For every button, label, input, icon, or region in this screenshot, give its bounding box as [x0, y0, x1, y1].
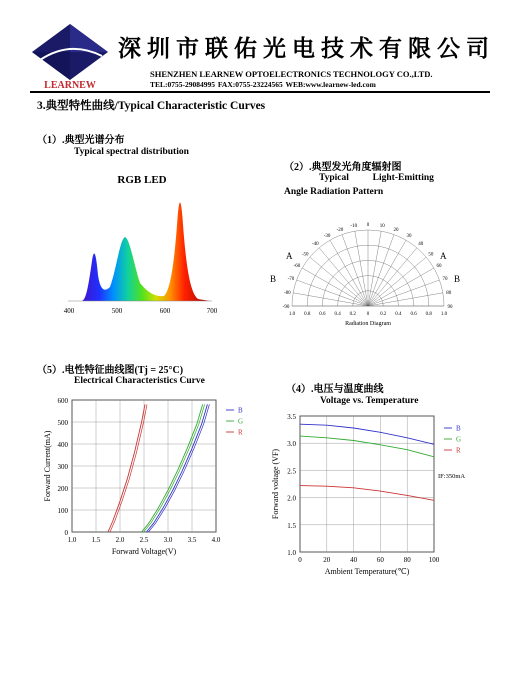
polar-angle-label: -70: [287, 276, 295, 282]
temperature-chart: [270, 408, 484, 583]
x-tick-label: 100: [428, 556, 440, 564]
polar-angle-label: 0: [366, 223, 370, 228]
label-a-left: A: [286, 251, 293, 261]
y-tick-label: 3.5: [287, 413, 296, 421]
learnew-logo: [30, 22, 110, 90]
polar-radius-tick: 0.6: [410, 312, 417, 317]
y-tick-label: 2.5: [287, 467, 296, 476]
spectral-chart: [60, 165, 225, 317]
polar-radius-tick: 0.2: [380, 312, 387, 317]
polar-radius-tick: 0.2: [349, 312, 356, 317]
series-line-r: [108, 404, 145, 532]
polar-angle-label: -40: [311, 242, 319, 248]
x-tick-label: 20: [323, 556, 331, 564]
y-tick-label: 600: [57, 397, 68, 405]
label-a-right: A: [440, 251, 447, 261]
legend-label: G: [456, 435, 462, 444]
polar-angle-label: 90: [447, 305, 453, 310]
spectral-chart-title: RGB LED: [117, 174, 167, 186]
polar-angle-label: 30: [406, 233, 412, 239]
polar-angle-label: -50: [301, 252, 309, 258]
radiation-heading: （2）.典型发光角度辐射图: [284, 162, 402, 173]
y-tick-label: 0: [64, 529, 68, 537]
x-tick-label: 1.0: [67, 536, 77, 544]
legend-label: R: [456, 446, 461, 455]
section-title: 3.典型特性曲线/Typical Characteristic Curves: [37, 100, 266, 112]
y-tick-label: 1.0: [287, 549, 296, 557]
x-tick-label: 1.5: [91, 536, 101, 544]
x-tick-label: 2.5: [139, 536, 149, 544]
polar-radius-tick: 0.4: [334, 312, 341, 317]
y-tick-label: 2.0: [287, 494, 296, 503]
x-tick-label: 3.0: [163, 536, 173, 544]
y-tick-label: 200: [57, 485, 68, 493]
polar-angle-label: -20: [336, 227, 344, 233]
header-divider: [30, 91, 490, 93]
electrical-subtitle: Electrical Characteristics Curve: [74, 376, 205, 386]
polar-angle-label: 80: [446, 290, 452, 296]
polar-angle-label: 70: [442, 276, 448, 282]
electrical-heading: （5）.电性特征曲线图(Tj = 25°C): [37, 365, 184, 376]
y-tick-label: 500: [57, 419, 68, 427]
plot-frame: [300, 416, 434, 552]
x-axis-label: Forward Voltage(V): [111, 547, 177, 556]
spectral-xtick: 500: [111, 307, 123, 315]
polar-radius-tick: 0.6: [319, 312, 326, 317]
polar-angle-label: -60: [293, 264, 301, 269]
legend-label: R: [238, 428, 243, 437]
radiation-subtitle-line1: Typical Light-Emitting: [319, 173, 434, 183]
spectral-xtick: 700: [206, 307, 218, 315]
temperature-subtitle: Voltage vs. Temperature: [320, 396, 419, 406]
y-tick-label: 100: [57, 507, 68, 515]
series-line-g-max: [144, 404, 205, 532]
y-axis-label: Forward voltage (VF): [271, 448, 280, 520]
polar-angle-label: 60: [436, 264, 442, 269]
spectral-xtick: 400: [63, 307, 75, 315]
legend-label: B: [456, 424, 461, 433]
x-axis-label: Ambient Temperature(℃): [324, 567, 410, 576]
y-tick-label: 3.0: [287, 440, 296, 449]
series-line-r: [300, 486, 434, 501]
series-line-g: [142, 404, 203, 532]
x-tick-label: 4.0: [211, 536, 221, 544]
contact-info: TEL:0755-29084995 FAX:0755-23224565 WEB:www.learnew-led.com: [150, 80, 376, 89]
x-tick-label: 0: [298, 556, 302, 564]
x-tick-label: 80: [403, 556, 411, 564]
polar-angle-label: -30: [323, 233, 331, 239]
polar-angle-label: 40: [418, 242, 424, 248]
polar-angle-label: 20: [393, 227, 399, 233]
label-b-left: B: [270, 274, 277, 284]
polar-angle-label: -80: [283, 290, 291, 296]
polar-radius-tick: 0.8: [304, 312, 311, 317]
polar-angle-label: -90: [282, 305, 290, 310]
polar-radius-tick: 0: [366, 312, 370, 317]
spectral-heading: （1）.典型光谱分布: [37, 135, 125, 146]
x-tick-label: 2.0: [115, 536, 125, 544]
polar-radius-tick: 0.8: [425, 312, 432, 317]
polar-radius-tick: 0.4: [395, 312, 402, 317]
chart-note: IF:350mA: [438, 473, 466, 480]
polar-angle-label: 50: [428, 252, 434, 258]
radiation-subtitle-line2: Angle Radiation Pattern: [284, 187, 384, 197]
radiation-caption: Radiation Diagram: [345, 321, 391, 327]
spectral-xtick: 600: [159, 307, 171, 315]
y-tick-label: 400: [57, 441, 68, 449]
y-tick-label: 1.5: [287, 521, 296, 530]
polar-radius-tick: 1.0: [288, 312, 296, 317]
legend-label: B: [238, 406, 243, 415]
electrical-chart: [34, 390, 256, 565]
label-b-right: B: [454, 274, 461, 284]
spectral-subtitle: Typical spectral distribution: [74, 147, 189, 157]
logo-text: LEARNEW: [44, 80, 96, 90]
x-tick-label: 40: [350, 556, 358, 564]
y-tick-label: 300: [57, 463, 68, 471]
legend-label: G: [238, 417, 244, 426]
temperature-heading: （4）.电压与温度曲线: [286, 384, 384, 395]
y-axis-label: Forward Current(mA): [43, 430, 52, 502]
x-tick-label: 60: [376, 556, 384, 564]
company-name-cn: 深圳市联佑光电技术有限公司: [118, 35, 495, 62]
polar-angle-label: 10: [379, 224, 385, 230]
radiation-diagram: [268, 202, 468, 330]
polar-angle-label: -10: [350, 224, 358, 230]
series-line-b: [300, 424, 434, 444]
x-tick-label: 3.5: [187, 536, 197, 544]
company-name-en: SHENZHEN LEARNEW OPTOELECTRONICS TECHNOLOGY CO.,LTD.: [150, 69, 433, 79]
polar-radius-tick: 1.0: [440, 312, 448, 317]
